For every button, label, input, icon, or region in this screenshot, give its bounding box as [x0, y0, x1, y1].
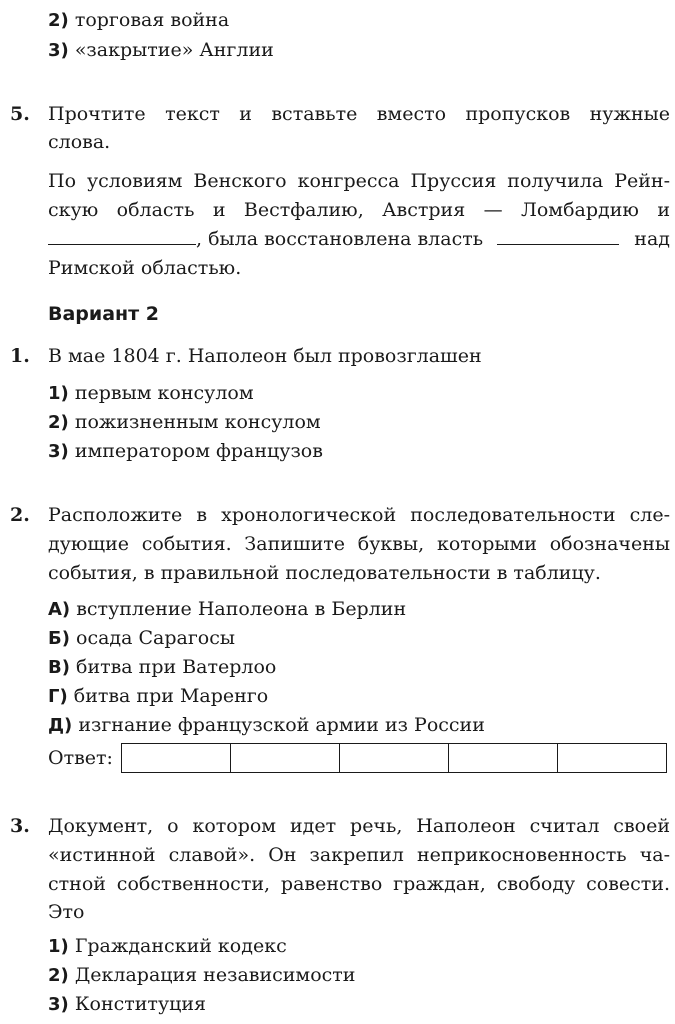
option-text: первым консулом: [74, 382, 254, 404]
option-label: Г): [48, 686, 68, 707]
option-label: А): [48, 599, 71, 620]
option-text: битва при Маренго: [73, 685, 269, 707]
text-fragment: над: [634, 228, 670, 250]
question-2-option-d: [48, 714, 485, 736]
option-label: Б): [48, 628, 70, 649]
option-label: 1): [48, 936, 69, 957]
question-2-number: 2.: [10, 504, 30, 526]
question-3-prompt-line3: стной собственности, равенство граждан, свободу совести.: [48, 873, 670, 895]
option-label: 2): [48, 412, 69, 433]
answer-blank-1[interactable]: [48, 243, 196, 245]
question-5-prompt-line2: слова.: [48, 131, 111, 153]
answer-cell[interactable]: [340, 744, 449, 772]
question-3-prompt-line1: Документ, о котором идет речь, Наполеон считал своей: [48, 815, 670, 837]
question-1-option-1: [48, 382, 254, 404]
answer-blank-2[interactable]: [497, 243, 619, 245]
question-5-number: 5.: [10, 103, 30, 125]
question-2-prompt-line2: дующие события. Запишите буквы, которыми обозначены: [48, 533, 670, 555]
option-label: 2): [48, 965, 69, 986]
question-5-text-line2: скую область и Вестфалию, Австрия — Ломбардию и: [48, 199, 670, 221]
option-label: 3): [48, 40, 69, 61]
answer-cell[interactable]: [449, 744, 558, 772]
option-text: императором французов: [74, 440, 323, 462]
question-1-number: 1.: [10, 345, 30, 367]
option-label: 2): [48, 10, 69, 31]
question-2-option-g: [48, 685, 268, 707]
question-3-option-2: [48, 964, 355, 986]
option-text: битва при Ватерлоо: [76, 656, 277, 678]
answer-table: [121, 743, 667, 773]
option-label: 3): [48, 441, 69, 462]
question-2-option-a: [48, 598, 406, 620]
variant-heading: Вариант 2: [48, 303, 160, 325]
question-1-prompt: В мае 1804 г. Наполеон был провозглашен: [48, 345, 482, 367]
answer-label: Ответ:: [48, 747, 113, 769]
option-text: осада Сарагосы: [76, 627, 235, 649]
question-2-option-v: [48, 656, 276, 678]
answer-cell[interactable]: [231, 744, 340, 772]
answer-cell[interactable]: [122, 744, 231, 772]
option-label: 3): [48, 994, 69, 1015]
answer-cell[interactable]: [558, 744, 666, 772]
option-label: В): [48, 657, 70, 678]
question-5-text-line4: Римской областью.: [48, 257, 242, 279]
question-3-number: 3.: [10, 815, 30, 837]
question-3-prompt-line4: Это: [48, 901, 85, 923]
question-2-option-b: [48, 627, 235, 649]
option-text: Декларация независимости: [74, 964, 356, 986]
option-text: «закрытие» Англии: [74, 39, 274, 61]
option-label: 1): [48, 383, 69, 404]
question-5-text-line1: По условиям Венского конгресса Пруссия получила Рейн-: [48, 170, 670, 192]
option-text: Гражданский кодекс: [74, 935, 287, 957]
question-5-text-line3: [48, 228, 670, 250]
option-text: вступление Наполеона в Берлин: [76, 598, 407, 620]
question-1-option-3: [48, 440, 323, 462]
option-text: пожизненным консулом: [74, 411, 321, 433]
question-3-prompt-line2: «истинной славой». Он закрепил неприкосновенность ча-: [48, 844, 670, 866]
question-5-prompt-line1: Прочтите текст и вставьте вместо пропусков нужные: [48, 103, 670, 125]
prev-option-2: [48, 9, 229, 31]
option-label: Д): [48, 715, 73, 736]
option-text: Конституция: [74, 993, 206, 1015]
question-1-option-2: [48, 411, 321, 433]
option-text: изгнание французской армии из России: [78, 714, 485, 736]
prev-option-3: [48, 39, 274, 61]
question-3-option-3: [48, 993, 206, 1015]
answer-row: [48, 743, 667, 773]
question-3-option-1: [48, 935, 287, 957]
option-text: торговая война: [74, 9, 230, 31]
question-2-prompt-line3: события, в правильной последовательности в таблицу.: [48, 562, 601, 584]
question-2-prompt-line1: Расположите в хронологической последовательности сле-: [48, 504, 670, 526]
text-fragment: , была восстановлена власть: [196, 228, 484, 250]
